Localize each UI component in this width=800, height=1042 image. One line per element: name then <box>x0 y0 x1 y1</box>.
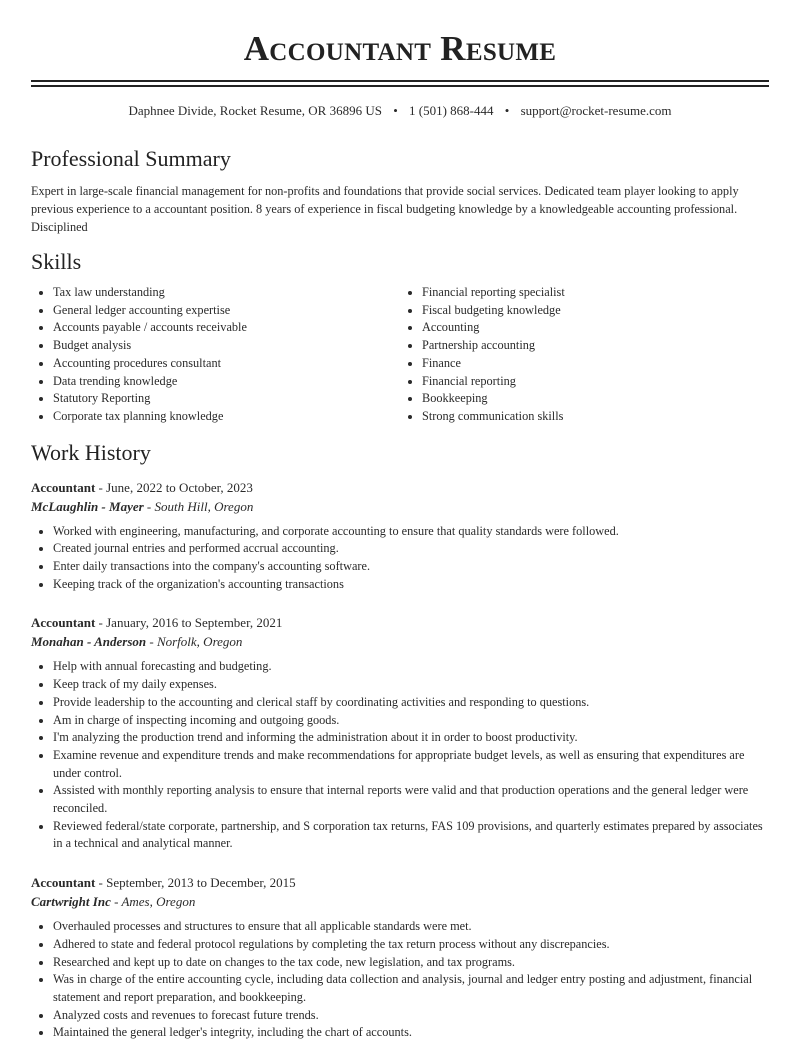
job-company-line <box>31 497 769 516</box>
job-entry <box>31 873 769 1042</box>
skill-item: • Budget analysis <box>53 337 400 355</box>
title-divider-top <box>31 80 769 82</box>
job-bullet: • Enter daily transactions into the company's accounting software. <box>53 558 769 576</box>
job-title: Accountant <box>31 479 96 495</box>
skill-item: • Data trending knowledge <box>53 373 400 391</box>
job-company: McLaughlin - Mayer <box>31 498 144 514</box>
job-dates: - January, 2016 to September, 2021 <box>95 615 283 631</box>
contact-phone: 1 (501) 868-444 <box>409 103 494 118</box>
job-bullet: • Analyzed costs and revenues to forecast future trends. <box>53 1007 769 1025</box>
skill-item: • General ledger accounting expertise <box>53 302 400 320</box>
job-location: - South Hill, Oregon <box>143 498 254 514</box>
job-bullet: • Reviewed federal/state corporate, partnership, and S corporation tax returns, FAS 109 provisions, and quarterly estimates prepared by associates in a technical and analytical manner. <box>53 818 769 853</box>
contact-separator: • <box>393 103 398 118</box>
job-bullet: • Overhauled processes and structures to ensure that all applicable standards were met. <box>53 918 769 936</box>
skill-item: • Accounts payable / accounts receivable <box>53 319 400 337</box>
job-bullet: • I'm analyzing the production trend and informing the administration about it in order to boost productivity. <box>53 729 769 747</box>
title-divider-bottom <box>31 85 769 87</box>
contact-address: Daphnee Divide, Rocket Resume, OR 36896 US <box>128 103 382 118</box>
skill-item: • Fiscal budgeting knowledge <box>422 302 769 320</box>
skill-item: • Financial reporting <box>422 373 769 391</box>
job-bullet: • Created journal entries and performed accrual accounting. <box>53 540 769 558</box>
job-bullet: • Am in charge of inspecting incoming and outgoing goods. <box>53 712 769 730</box>
job-bullets <box>31 523 769 594</box>
skill-item: • Partnership accounting <box>422 337 769 355</box>
job-entry <box>31 478 769 594</box>
skill-item: • Bookkeeping <box>422 390 769 408</box>
job-bullet: • Keeping track of the organization's accounting transactions <box>53 576 769 594</box>
job-title: Accountant <box>31 875 96 891</box>
job-header <box>31 478 769 497</box>
job-entry <box>31 613 769 853</box>
job-bullet: • Keep track of my daily expenses. <box>53 676 769 694</box>
contact-line <box>31 103 769 119</box>
summary-heading: Professional Summary <box>31 146 231 171</box>
skill-item: • Strong communication skills <box>422 408 769 426</box>
skills-column-right <box>400 284 769 426</box>
skill-item: • Tax law understanding <box>53 284 400 302</box>
contact-email: support@rocket-resume.com <box>520 103 672 118</box>
job-company-line <box>31 892 769 911</box>
job-bullet: • Was in charge of the entire accounting cycle, including data collection and analysis, journal and ledger entry posting and adjustment, financial statement and report preparation, and bookkeeping. <box>53 971 769 1006</box>
skill-item: • Statutory Reporting <box>53 390 400 408</box>
skills-heading: Skills <box>31 249 82 274</box>
job-header <box>31 873 769 892</box>
skill-item: • Financial reporting specialist <box>422 284 769 302</box>
skill-item: • Corporate tax planning knowledge <box>53 408 400 426</box>
job-bullet: • Assisted with monthly reporting analysis to ensure that internal reports were valid and that production operations and the general ledger were reconciled. <box>53 782 769 817</box>
summary-text: Expert in large-scale financial management for non-profits and foundations that provide social services. Dedicated team player looking to apply previous experience to a accountant position. 8 years of experience in fiscal budgeting knowledge by a knowledgeable accounting professional. Disciplined <box>31 184 739 234</box>
job-bullet: • Worked with engineering, manufacturing, and corporate accounting to ensure that quality standards were followed. <box>53 523 769 541</box>
job-company: Monahan - Anderson <box>31 634 147 650</box>
job-header <box>31 613 769 632</box>
job-location: - Norfolk, Oregon <box>146 634 243 650</box>
job-bullet: • Provide leadership to the accounting and clerical staff by coordinating activities and responding to questions. <box>53 694 769 712</box>
job-bullet: • Examine revenue and expenditure trends and make recommendations for appropriate budget levels, as well as ensuring that expenditures are under control. <box>53 747 769 782</box>
job-bullet: • Adhered to state and federal protocol regulations by completing the tax return process without any discrepancies. <box>53 936 769 954</box>
job-bullet: • Researched and kept up to date on changes to the tax code, new legislation, and tax programs. <box>53 954 769 972</box>
job-company-line <box>31 632 769 651</box>
page-title: Accountant Resume <box>243 29 557 68</box>
work-history-heading: Work History <box>31 439 151 465</box>
job-bullet: • Help with annual forecasting and budgeting. <box>53 658 769 676</box>
skills-column-left <box>31 284 400 426</box>
skills-list <box>31 284 769 426</box>
job-dates: - September, 2013 to December, 2015 <box>95 875 296 891</box>
skill-item: • Accounting procedures consultant <box>53 355 400 373</box>
skill-item: • Accounting <box>422 319 769 337</box>
job-title: Accountant <box>31 615 96 631</box>
contact-separator: • <box>504 103 510 118</box>
job-company: Cartwright Inc <box>31 894 111 910</box>
skill-item: • Finance <box>422 355 769 373</box>
job-bullets <box>31 918 769 1042</box>
job-bullets <box>31 658 769 853</box>
job-dates: - June, 2022 to October, 2023 <box>95 479 253 495</box>
job-bullet: • Maintained the general ledger's integrity, including the chart of accounts. <box>53 1024 769 1042</box>
job-location: - Ames, Oregon <box>110 894 196 910</box>
